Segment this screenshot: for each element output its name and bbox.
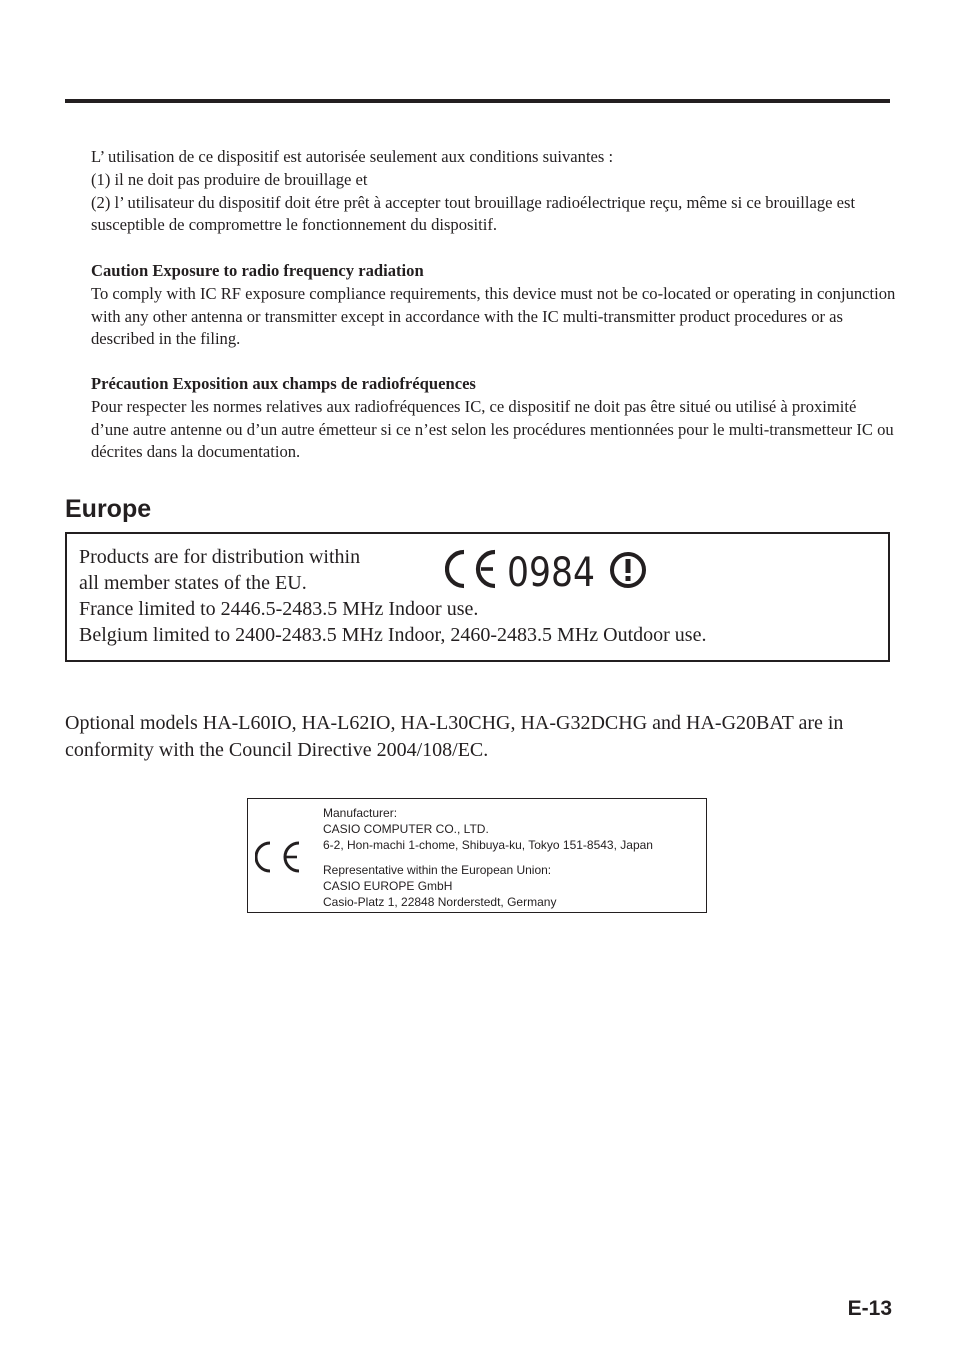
page-number: E-13 <box>847 1297 892 1320</box>
ce-mark-icon <box>255 841 303 873</box>
directive-conformity-text: Optional models HA-L60IO, HA-L62IO, HA-L30CHG, HA-G32DCHG and HA-G20BAT are in conformity with the Council Directive 2004/108/EC. <box>65 712 844 761</box>
header-rule <box>65 99 890 103</box>
ce-mark-0984 <box>445 548 665 592</box>
caution-body: To comply with IC RF exposure compliance requirements, this device must not be co-located or operating in conjunction with any other antenna or transmitter except in accordance with the IC multi-transmitter product procedures or as described in the filing. <box>91 283 896 349</box>
manufacturer-address: 6-2, Hon-machi 1-chome, Shibuya-ku, Tokyo 151-8543, Japan <box>323 838 653 852</box>
eu-box-line: Products are for distribution within <box>79 546 361 568</box>
eu-representative-label: Representative within the European Union: <box>323 863 552 877</box>
section-title-europe: Europe <box>65 495 152 523</box>
eu-box-line: all member states of the EU. <box>79 572 307 594</box>
eu-box-line: Belgium limited to 2400-2483.5 MHz Indoor, 2460-2483.5 MHz Outdoor use. <box>79 624 707 646</box>
eu-box-line: France limited to 2446.5-2483.5 MHz Indoor use. <box>79 598 479 620</box>
notice-line: (2) l’ utilisateur du dispositif doit étre prêt à accepter tout brouillage radioélectrique reçu, même si ce brouillage est susceptible de compromettre le fonctionnement du dispositif. <box>91 192 856 235</box>
ce-notified-body-number: 0984 <box>507 550 595 592</box>
caution-body: Pour respecter les normes relatives aux radiofréquences IC, ce dispositif ne doit pas être situé ou utilisé à proximité d’une autre antenne ou d’un autre émetteur si ce n’est selon les procédures mentionnées pour le multi-transmetteur IC ou décrites dans la documentation. <box>91 396 894 462</box>
exclamation-circle-icon <box>612 554 644 586</box>
manufacturer-info-box <box>247 798 707 913</box>
eu-distribution-box <box>65 532 890 662</box>
caution-heading: Précaution Exposition aux champs de radiofréquences <box>91 374 476 393</box>
caution-heading: Caution Exposure to radio frequency radiation <box>91 261 424 280</box>
french-conditions-notice <box>91 146 896 237</box>
manufacturer-name: CASIO COMPUTER CO., LTD. <box>323 822 489 836</box>
manufacturer-label: Manufacturer: <box>323 806 398 820</box>
rf-exposure-caution-french <box>91 373 896 464</box>
notice-line: L’ utilisation de ce dispositif est autorisée seulement aux conditions suivantes : <box>91 147 614 166</box>
rf-exposure-caution-english <box>91 260 896 351</box>
eu-representative-name: CASIO EUROPE GmbH <box>323 879 453 893</box>
manufacturer-details <box>323 805 653 910</box>
eu-representative-address: Casio-Platz 1, 22848 Norderstedt, Germany <box>323 895 557 909</box>
notice-line: (1) il ne doit pas produire de brouillage et <box>91 169 368 189</box>
